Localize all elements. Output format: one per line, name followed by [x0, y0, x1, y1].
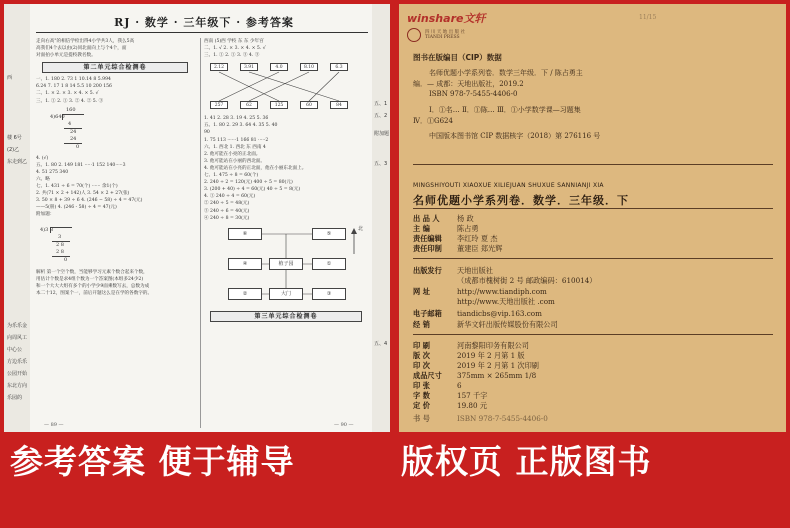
pub-label: 经 销 — [413, 320, 430, 329]
print-value: 河南黎阳印务有限公司 — [457, 341, 529, 350]
pub-label: 网 址 — [413, 287, 430, 296]
direction-map — [204, 224, 368, 308]
credit-label: 责任编辑 — [413, 234, 442, 243]
header-rule — [36, 32, 368, 33]
side-note: 楼 6号 — [7, 135, 22, 141]
copyright-page — [399, 4, 786, 432]
answer-line: 解析 第一个空个数，当能够学习元素个数合起来个数， — [36, 269, 148, 275]
map-node: 植子园 — [269, 258, 303, 270]
publisher-name-en: TIANDI PRESS — [425, 35, 460, 40]
side-note: 五、1 — [374, 101, 388, 107]
cip-title: 图书在版编目（CIP）数据 — [413, 53, 502, 62]
answer-line: 附加题： — [36, 212, 55, 218]
caption-answer-key: 参考答案 便于辅导 — [10, 442, 295, 481]
print-label: 版 次 — [413, 351, 430, 360]
division-row: 4)3 8 — [40, 226, 54, 233]
divider-rule — [413, 258, 773, 259]
english-title: MINGSHIYOUTI XIAOXUE XILIEJUAN SHUXUE SANNIANJI XIA — [413, 182, 604, 189]
answer-line: 4. (√) — [36, 155, 49, 161]
answer-line: 和一个大大大组有多个的小学少9面乘数写去，总数为成 — [36, 283, 150, 289]
pub-label: 出版发行 — [413, 266, 442, 275]
credit-value: 杨 政 — [457, 214, 474, 223]
caption-copyright: 版权页 正版图书 — [401, 442, 652, 481]
divider-rule — [413, 334, 773, 335]
division-row: 2 8 — [56, 248, 64, 255]
answer-line: 4. ① 240 ÷ 4 = 60(元) — [204, 194, 256, 200]
division-quotient: 160 — [66, 106, 76, 113]
answer-line: ④ 240 ÷ 8 = 30(元) — [204, 215, 250, 221]
side-note: 方边乐乐 — [7, 359, 28, 365]
answer-line: 西南 (5)西 学校 东 东 少年宫 — [204, 39, 264, 44]
answer-line: 2. 共(71 × 2 + 142)人 3. 54 × 2 + 27(张) — [36, 191, 130, 197]
page-counter: 11/15 — [639, 14, 657, 21]
publisher-name-cn: 四 川 天 地 出 版 社 — [425, 30, 466, 35]
puzzle-box: 125 — [270, 101, 288, 109]
cip-line: 名师优题小学系列卷．数学三年级．下 / 陈占勇主 — [429, 69, 583, 77]
pub-value: http://www.天地出版社 .com — [457, 297, 555, 306]
print-value: 19.80 元 — [457, 401, 488, 410]
answer-line: 对面拍小单元是提校教名数。 — [36, 53, 96, 59]
print-label: 印 张 — [413, 381, 430, 390]
print-label: 书 号 — [413, 414, 430, 423]
pub-label: 电子邮箱 — [413, 309, 442, 318]
puzzle-box: 8.10 — [300, 63, 318, 71]
credit-value: 陈占勇 — [457, 224, 479, 233]
print-label: 印 刷 — [413, 341, 430, 350]
answer-line: 六、略 — [36, 176, 50, 182]
print-value: 6 — [457, 381, 462, 390]
answer-line: 用估计个数是求4组个数为一个答案图(本组多24少2) — [36, 276, 144, 282]
puzzle-box: 4.0 — [270, 63, 288, 71]
cip-line: 中国版本图书馆 CIP 数据核字（2018）第 276116 号 — [429, 132, 601, 140]
map-node: ⑥ — [228, 228, 262, 240]
cip-line: Ⅳ．①G624 — [413, 117, 453, 125]
answer-line: 90 — [204, 130, 210, 136]
side-note: 乐园的 — [7, 395, 23, 401]
cip-line: 编．— 成都：天地出版社，2019.2 — [413, 80, 524, 88]
side-note: 中心公 — [7, 347, 23, 353]
map-node: ④ — [228, 258, 262, 270]
book-title: 名师优题小学系列卷．数学．三年级．下 — [413, 194, 629, 207]
answer-column-left — [36, 38, 194, 297]
matching-puzzle — [204, 61, 368, 113]
side-note: 向周风工 — [7, 335, 28, 341]
answer-line: 二、1. √ 2. × 3. × 4. × 5. √ — [204, 46, 266, 52]
side-note: 附加题 — [374, 131, 390, 137]
winshare-logo: winshare文轩 — [407, 12, 486, 25]
answer-line: 1. 41 2. 28 3. 19 4. 25 5. 36 — [204, 116, 269, 122]
answer-line: 五、1. 80 2. 29 3. 64 4. 35 5. 40 — [204, 123, 278, 129]
side-note: 五、3 — [374, 161, 388, 167]
puzzle-box: 62 — [240, 101, 258, 109]
division-rule — [64, 143, 82, 144]
credit-label: 主 编 — [413, 224, 430, 233]
cip-line: Ⅰ．①名… Ⅱ．①陈… Ⅲ．①小学数学课—习题集 — [429, 106, 581, 114]
division-row: 2 8 — [56, 241, 64, 248]
answer-line: 走向右高"的相信学检出得4小学共3人，我么5高 — [36, 39, 135, 44]
north-label: 北 — [358, 225, 364, 232]
answer-line: 七、1. 431 ÷ 6 = 70(个) ······ 余1(个) — [36, 184, 118, 190]
answer-line: 3. 他可能站在小丽的西北面。 — [204, 158, 265, 164]
division-bar — [62, 114, 84, 115]
pub-value: http://www.tiandiph.com — [457, 287, 547, 296]
print-value: ISBN 978-7-5455-4406-0 — [457, 414, 548, 423]
puzzle-box: 3.91 — [240, 63, 258, 71]
print-value: 2019 年 2 月第 1 次印刷 — [457, 361, 539, 370]
answer-line: 五、1. 80 2. 149 181 ·····1 152 140·····3 — [36, 162, 126, 168]
answer-key-page — [4, 4, 390, 432]
answer-line: 3. 50 × 8 + 39 ÷ 6 4. (246 − 58) ÷ 4 = 47(元) — [36, 198, 143, 204]
answer-line: 3. (200 + 40) ÷ 4 = 60(元) 40 ÷ 5 = 8(元) — [204, 187, 301, 193]
divider-rule — [413, 164, 773, 165]
division-rule — [52, 256, 70, 257]
division-row: 3 — [58, 233, 62, 240]
divider-rule — [413, 208, 773, 209]
section-title: 第二单元综合检测卷 — [42, 62, 188, 73]
puzzle-box: 6.3 — [330, 63, 348, 71]
side-note: 东走到乙 — [7, 159, 28, 165]
print-label: 定 价 — [413, 401, 430, 410]
map-node: ① — [312, 258, 346, 270]
answer-line: 三、1. ① 2. ① 3. ② 4. ② 5. ③ — [36, 98, 104, 104]
side-note: 西 — [7, 75, 13, 81]
answer-line: 本二十12，图案个一，前后开题这么是在学的各数字的。 — [36, 290, 153, 296]
answer-line: 2. 他可能在小亮的正北面。 — [204, 151, 261, 157]
map-node: ② — [228, 288, 262, 300]
puzzle-box: 84 — [330, 101, 348, 109]
pub-value: 新华文轩出版传媒股份有限公司 — [457, 320, 558, 329]
answer-line: ② 240 ÷ 5 = 48(元) — [204, 201, 250, 207]
cip-line: ISBN 978-7-5455-4406-0 — [429, 90, 518, 98]
credit-value: 李红玲 夏 杰 — [457, 234, 498, 243]
page-header: RJ · 数学 · 三年级下 · 参考答案 — [114, 16, 294, 29]
division-row: 0 — [64, 256, 68, 263]
column-divider — [200, 38, 201, 428]
division-row: 0 — [76, 143, 80, 150]
publisher-name — [425, 30, 465, 40]
map-node: ⑤ — [312, 228, 346, 240]
print-label: 印 次 — [413, 361, 430, 370]
credit-value: 董建臣 郑光辉 — [457, 244, 503, 253]
answer-line: 1. 75 113 ······1 166 81 ·····2 — [204, 137, 269, 143]
map-node: 大门 — [269, 288, 303, 300]
pub-value: 天地出版社 — [457, 266, 493, 275]
puzzle-box: 60 — [300, 101, 318, 109]
answer-line: ③ 240 ÷ 6 = 40(元) — [204, 208, 250, 214]
left-binding-strip — [4, 4, 30, 432]
print-label: 成品尺寸 — [413, 371, 442, 380]
division-row: 24 — [70, 135, 77, 142]
page-number-right: — 90 — — [334, 422, 354, 428]
puzzle-box: 2.12 — [210, 63, 228, 71]
long-division — [36, 107, 194, 153]
answer-line: ——5(册) 4. (246 - 58) ÷ 4 = 47(元) — [36, 205, 117, 211]
answer-line: 七、1. 475 ÷ 8 = 60(个) — [204, 173, 259, 179]
publisher-logo-icon — [407, 28, 421, 42]
puzzle-box: 257 — [210, 101, 228, 109]
section-title: 第三单元综合检测卷 — [210, 311, 362, 322]
copyright-panel — [395, 0, 790, 528]
answer-line: 4. 51 275 340 — [36, 169, 69, 175]
side-note: 公园开始 — [7, 371, 28, 377]
long-division — [36, 221, 194, 267]
page-number-left: — 89 — — [44, 422, 64, 428]
print-value: 157 千字 — [457, 391, 488, 400]
answer-column-right — [204, 38, 368, 325]
answer-line: 六、1. 西北 1. 西北 东 西南 4 — [204, 144, 266, 150]
print-label: 字 数 — [413, 391, 430, 400]
side-note: 五、4 — [374, 341, 388, 347]
answer-line: 6.24 7. 17 1 8 14 5.5 10 200 156 — [36, 84, 112, 90]
answer-line: 二、1. × 2. × 3. × 4. × 5. √ — [36, 91, 99, 97]
side-note: 五、2 — [374, 113, 388, 119]
division-row: 4)640 — [50, 113, 65, 120]
pub-value: （成都市槐树街 2 号 邮政编码：610014） — [457, 276, 597, 285]
answer-line: 一、1. 180 2. 73 1 10.14 8 5.994 — [36, 77, 111, 83]
side-note: 为乐乐金 — [7, 323, 28, 329]
division-bar — [50, 227, 72, 228]
print-value: 2019 年 2 月第 1 版 — [457, 351, 525, 360]
map-node: ③ — [312, 288, 346, 300]
side-note: (2)乙 — [7, 147, 20, 153]
pub-value: tiandicbs@vip.163.com — [457, 309, 542, 318]
side-note: 东北方向 — [7, 383, 28, 389]
credit-label: 责任印制 — [413, 244, 442, 253]
answer-line: 高我们4个去以由(2)同北面向上与个4个，面 — [36, 46, 127, 52]
division-row: 4 — [68, 120, 72, 127]
credit-label: 出 品 人 — [413, 214, 440, 223]
print-value: 375mm × 265mm 1/8 — [457, 371, 537, 380]
right-binding-strip — [372, 4, 390, 432]
answer-line: 4. 他可能站在小亮的正北面，他在小丽东北面上。 — [204, 165, 307, 171]
division-row: 24 — [70, 128, 77, 135]
answer-line: 三、1. ① 2. ① 3. ③ 4. ③ — [204, 53, 260, 59]
answer-line: 2. 240 ÷ 2 = 120(元) 400 ÷ 5 = 80(元) — [204, 180, 293, 186]
